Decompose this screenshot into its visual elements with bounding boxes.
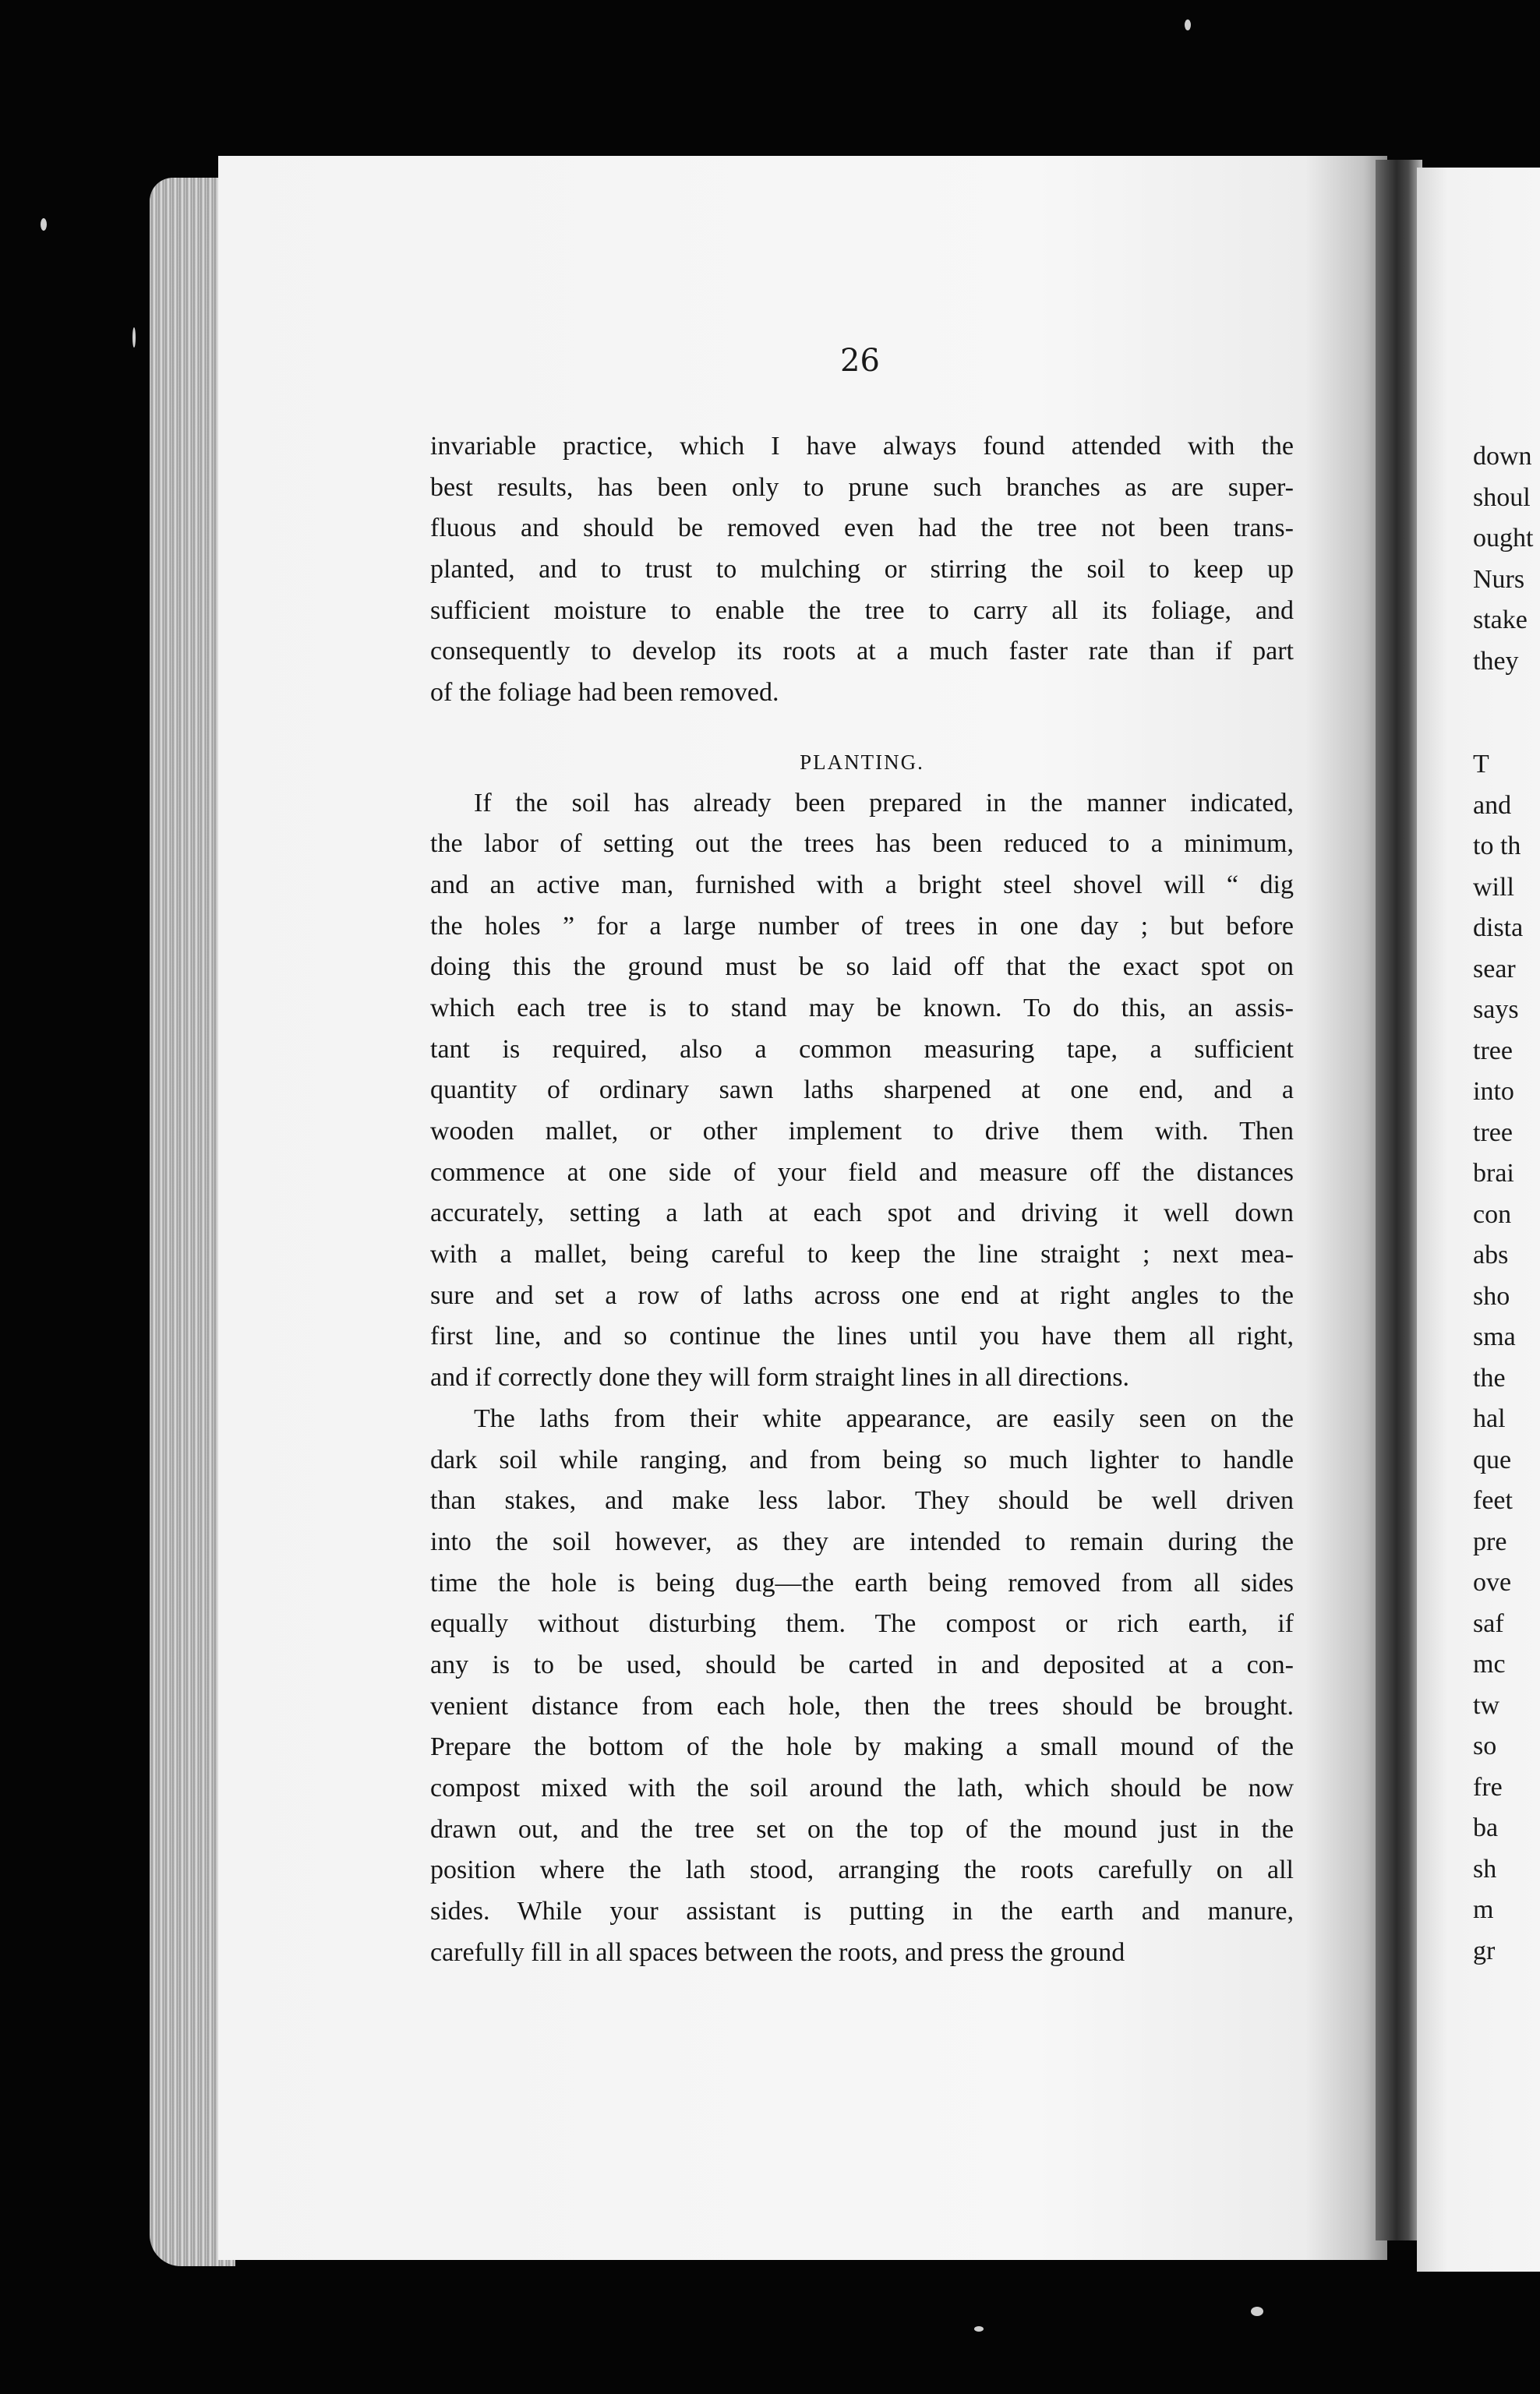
facing-text-fragment: con — [1473, 1199, 1512, 1229]
facing-text-fragment: sma — [1473, 1322, 1516, 1351]
facing-text-fragment: Nurs — [1473, 564, 1525, 594]
text-line: compost mixed with the soil around the lath, which should be now — [430, 1774, 1294, 1803]
text-line: which each tree is to stand may be known. To do this, an assis- — [430, 993, 1294, 1022]
text-line: consequently to develop its roots at a much faster rate than if part — [430, 637, 1294, 666]
facing-text-fragment: so — [1473, 1732, 1497, 1760]
facing-text-fragment: abs — [1473, 1241, 1509, 1269]
facing-text-fragment: sh — [1473, 1854, 1497, 1884]
text-line: Prepare the bottom of the hole by making a small mound of the — [430, 1732, 1294, 1762]
text-line: into the soil however, as they are intended to remain during the — [430, 1527, 1294, 1556]
facing-text-fragment: down — [1473, 442, 1532, 471]
scan-speck — [41, 218, 47, 231]
facing-text-fragment: will — [1473, 872, 1514, 902]
text-line: sure and set a row of laths across one end at right angles to the — [430, 1280, 1294, 1310]
text-line: The laths from their white appearance, are easily seen on the — [474, 1404, 1294, 1433]
facing-text-fragment: ove — [1473, 1568, 1512, 1597]
text-line: fluous and should be removed even had the tree not been trans- — [430, 514, 1294, 543]
facing-text-fragment: ba — [1473, 1813, 1499, 1842]
text-line: doing this the ground must be so laid off that the exact spot on — [430, 952, 1294, 982]
facing-text-fragment: sho — [1473, 1281, 1510, 1311]
facing-text-fragment: feet — [1473, 1486, 1513, 1515]
facing-page-text-fragments — [1473, 436, 1533, 1972]
facing-text-fragment: fre — [1473, 1772, 1503, 1802]
text-line: with a mallet, being careful to keep the line straight ; next mea- — [430, 1240, 1294, 1269]
text-line: tant is required, also a common measuring tape, a sufficient — [430, 1034, 1294, 1064]
text-line: any is to be used, should be carted in and deposited at a con- — [430, 1650, 1294, 1679]
text-line: best results, has been only to prune such branches as are super- — [430, 472, 1294, 502]
text-line: first line, and so continue the lines until you have them all right, — [430, 1322, 1294, 1351]
facing-text-fragment: tw — [1473, 1690, 1499, 1720]
text-line: and an active man, furnished with a bright steel shovel will “ dig — [430, 870, 1294, 899]
text-line: equally without disturbing them. The compost or rich earth, if — [430, 1609, 1294, 1639]
facing-text-fragment: gr — [1473, 1936, 1496, 1965]
text-line: sides. While your assistant is putting in the earth and manure, — [430, 1897, 1294, 1926]
text-line: time the hole is being dug—the earth being removed from all sides — [430, 1568, 1294, 1598]
facing-text-fragment: the — [1473, 1363, 1506, 1393]
facing-text-fragment: que — [1473, 1445, 1512, 1474]
scan-speck — [974, 2326, 984, 2332]
facing-page-fragments-top — [1473, 436, 1533, 682]
text-line: the labor of setting out the trees has been reduced to a minimum, — [430, 829, 1294, 859]
continued-paragraph — [430, 426, 1294, 714]
facing-text-fragment: stake — [1473, 606, 1528, 634]
text-line: sufficient moisture to enable the tree to carry all its foliage, and — [430, 595, 1294, 625]
facing-text-fragment: pre — [1473, 1527, 1507, 1556]
facing-text-fragment: shoul — [1473, 482, 1531, 512]
facing-text-fragment: into — [1473, 1077, 1514, 1106]
facing-text-fragment: brai — [1473, 1159, 1514, 1188]
text-line: planted, and to trust to mulching or stirring the soil to keep up — [430, 555, 1294, 584]
facing-text-fragment: m — [1473, 1895, 1494, 1924]
facing-text-fragment: dista — [1473, 913, 1524, 942]
text-line: carefully fill in all spaces between the roots, and press the ground — [430, 1937, 1125, 1967]
section-heading: PLANTING. — [800, 750, 924, 774]
facing-page-fragments-bottom — [1473, 744, 1533, 1972]
facing-text-fragment: says — [1473, 995, 1519, 1024]
facing-text-fragment: and — [1473, 790, 1512, 820]
facing-text-fragment: tree — [1473, 1036, 1513, 1065]
text-line: commence at one side of your field and measure off the distances — [430, 1157, 1294, 1187]
text-line: drawn out, and the tree set on the top of the mound just in the — [430, 1814, 1294, 1844]
text-line: position where the lath stood, arranging the roots carefully on all — [430, 1856, 1294, 1885]
text-line: than stakes, and make less labor. They should be well driven — [430, 1486, 1294, 1516]
text-line: If the soil has already been prepared in the manner indicated, — [474, 788, 1294, 817]
text-line: venient distance from each hole, then the trees should be brought. — [430, 1691, 1294, 1721]
text-line: and if correctly done they will form straight lines in all directions. — [430, 1363, 1129, 1393]
text-line: of the foliage had been removed. — [430, 678, 779, 708]
facing-text-fragment: tree — [1473, 1118, 1513, 1147]
page-number: 26 — [840, 343, 880, 379]
scan-speck — [1251, 2307, 1263, 2316]
scan-speck — [1185, 19, 1191, 30]
paragraph-planting-2 — [430, 1399, 1294, 1974]
text-line: dark soil while ranging, and from being so much lighter to handle — [430, 1445, 1294, 1474]
facing-text-fragment: T — [1473, 750, 1489, 779]
text-line: wooden mallet, or other implement to drive them with. Then — [430, 1117, 1294, 1146]
facing-text-fragment: sear — [1473, 954, 1516, 983]
facing-text-fragment: saf — [1473, 1608, 1504, 1638]
book-gutter — [1376, 160, 1422, 2240]
page-body — [430, 426, 1294, 1973]
facing-text-fragment: ought — [1473, 524, 1534, 553]
text-line: the holes ” for a large number of trees in one day ; but before — [430, 911, 1294, 941]
paragraph-planting-1 — [430, 783, 1294, 1399]
text-line: accurately, setting a lath at each spot and driving it well down — [430, 1199, 1294, 1228]
text-line: invariable practice, which I have always found attended with the — [430, 432, 1294, 461]
text-line: quantity of ordinary sawn laths sharpened at one end, and a — [430, 1075, 1294, 1105]
facing-text-fragment: mc — [1473, 1650, 1506, 1679]
facing-text-fragment: they — [1473, 646, 1519, 676]
scan-speck — [132, 327, 136, 348]
facing-text-fragment: hal — [1473, 1404, 1506, 1433]
facing-text-fragment: to th — [1473, 832, 1521, 860]
